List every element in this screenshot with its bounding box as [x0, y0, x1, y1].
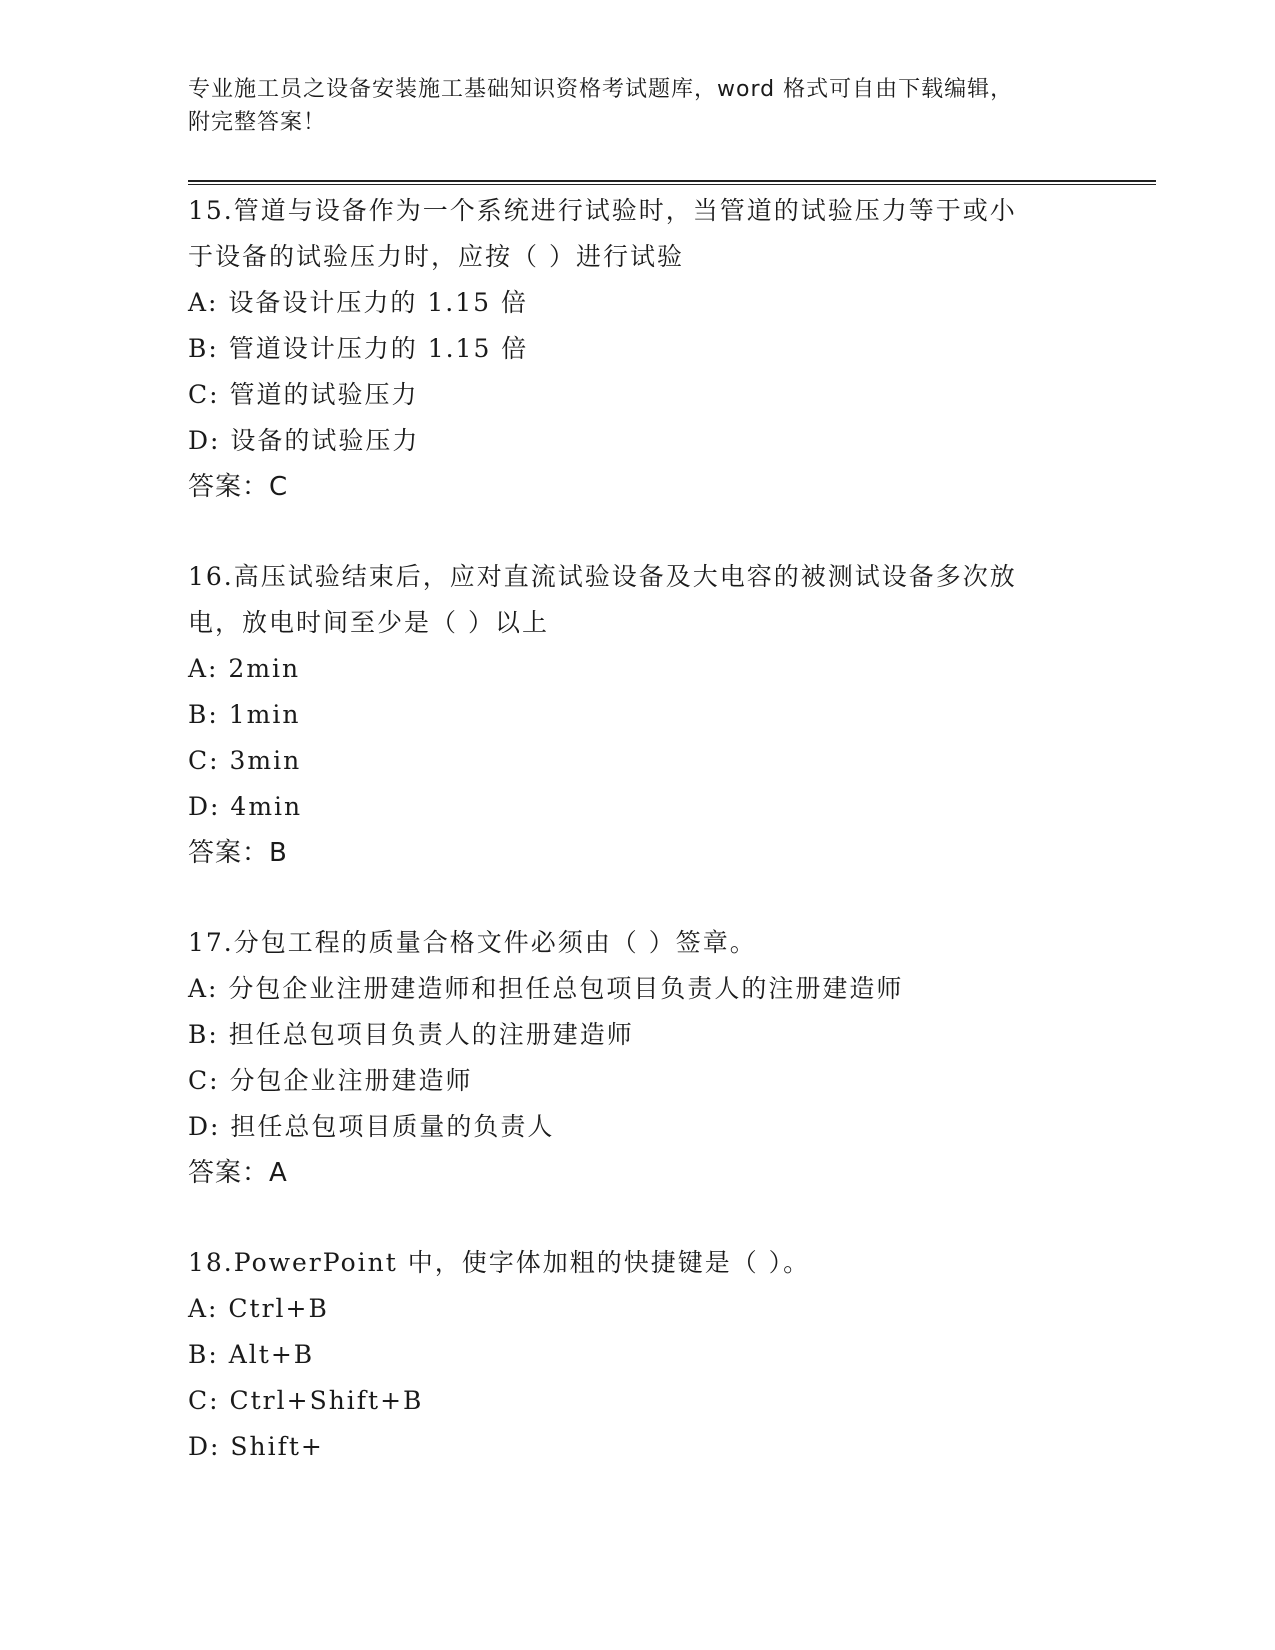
question-17: [188, 920, 1088, 1196]
option-a: A: 2min: [188, 654, 301, 683]
option-b: B: 管道设计压力的 1.15 倍: [188, 334, 529, 363]
option-c: C: 管道的试验压力: [188, 380, 419, 409]
option-c: C: Ctrl+Shift+B: [188, 1386, 424, 1415]
document-header: [188, 73, 1068, 139]
option-d: D: 设备的试验压力: [188, 426, 420, 455]
question-list: [188, 188, 1088, 1470]
option-b: B: 担任总包项目负责人的注册建造师: [188, 1020, 634, 1049]
option-c: C: 分包企业注册建造师: [188, 1066, 473, 1095]
question-16: [188, 554, 1088, 876]
option-d: D: Shift+: [188, 1432, 324, 1461]
answer-line: 答案：C: [188, 472, 289, 502]
answer-line: 答案：A: [188, 1158, 288, 1188]
question-spacer: [188, 510, 1088, 554]
option-a: A: 设备设计压力的 1.15 倍: [188, 288, 528, 317]
option-a: A: 分包企业注册建造师和担任总包项目负责人的注册建造师: [188, 974, 904, 1003]
question-stem: 于设备的试验压力时，应按（ ）进行试验: [188, 242, 684, 271]
header-title-line-1: 专业施工员之设备安装施工基础知识资格考试题库，word 格式可自由下载编辑，: [188, 77, 1014, 102]
option-b: B: Alt+B: [188, 1340, 315, 1369]
question-stem: 17.分包工程的质量合格文件必须由（ ）签章。: [188, 928, 757, 957]
header-divider-thin: [188, 184, 1156, 185]
option-d: D: 担任总包项目质量的负责人: [188, 1112, 555, 1141]
answer-line: 答案：B: [188, 838, 288, 868]
option-d: D: 4min: [188, 792, 303, 821]
question-18: [188, 1240, 1088, 1470]
question-stem: 15.管道与设备作为一个系统进行试验时，当管道的试验压力等于或小: [188, 196, 1017, 225]
question-stem: 18.PowerPoint 中，使字体加粗的快捷键是（ ）。: [188, 1248, 811, 1277]
option-b: B: 1min: [188, 700, 301, 729]
question-spacer: [188, 876, 1088, 920]
header-title-line-2: 附完整答案！: [188, 110, 327, 135]
question-spacer: [188, 1196, 1088, 1240]
question-stem: 16.高压试验结束后，应对直流试验设备及大电容的被测试设备多次放: [188, 562, 1017, 591]
option-a: A: Ctrl+B: [188, 1294, 329, 1323]
question-stem: 电，放电时间至少是（ ）以上: [188, 608, 549, 637]
header-divider-thick: [188, 180, 1156, 182]
option-c: C: 3min: [188, 746, 302, 775]
question-15: [188, 188, 1088, 510]
